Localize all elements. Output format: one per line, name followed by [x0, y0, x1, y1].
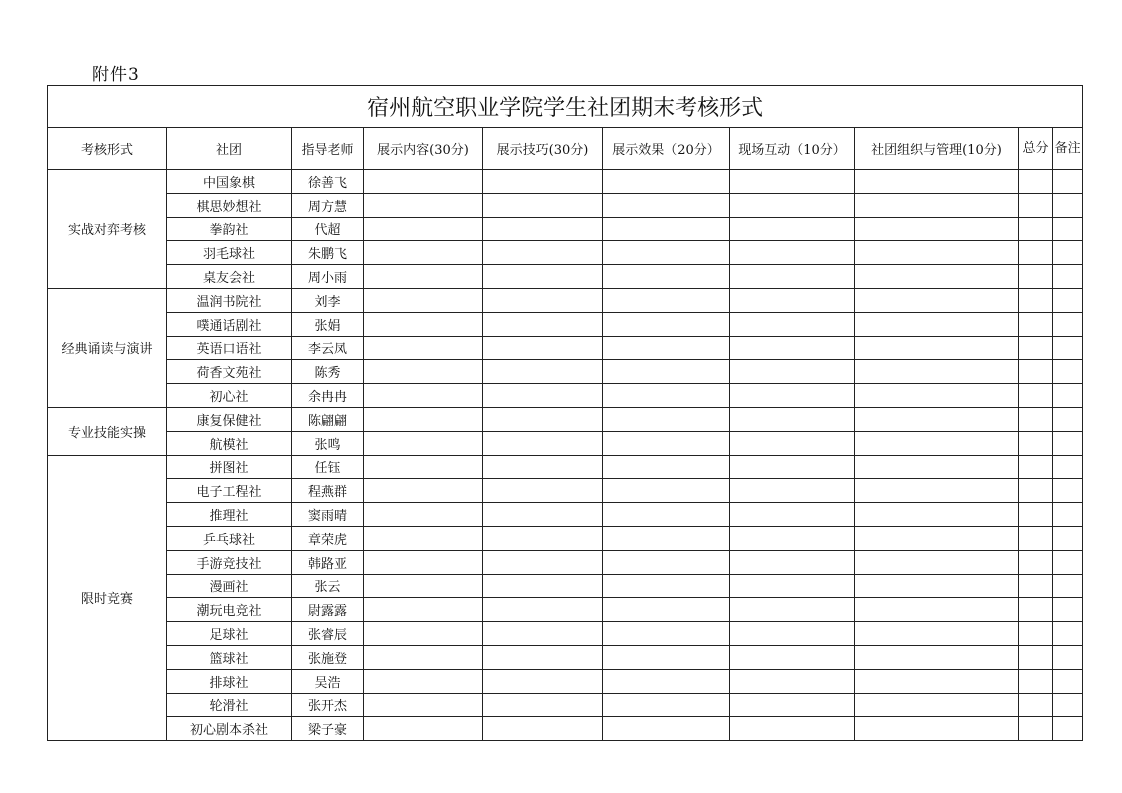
- advisor-cell: 章荣虎: [292, 526, 364, 550]
- remarks-cell[interactable]: [1053, 407, 1083, 431]
- effect-score-cell[interactable]: [603, 479, 730, 503]
- remarks-cell[interactable]: [1053, 431, 1083, 455]
- advisor-cell: 张开杰: [292, 693, 364, 717]
- header-content: 展示内容(30分): [364, 128, 483, 170]
- content-score-cell[interactable]: [364, 241, 483, 265]
- remarks-cell[interactable]: [1053, 455, 1083, 479]
- management-score-cell[interactable]: [855, 622, 1019, 646]
- management-score-cell[interactable]: [855, 312, 1019, 336]
- effect-score-cell[interactable]: [603, 550, 730, 574]
- management-score-cell[interactable]: [855, 550, 1019, 574]
- interaction-score-cell[interactable]: [730, 193, 855, 217]
- table-row: [48, 669, 1083, 693]
- assessment-table: [47, 85, 1083, 741]
- remarks-cell[interactable]: [1053, 503, 1083, 527]
- interaction-score-cell[interactable]: [730, 693, 855, 717]
- advisor-cell: 吴浩: [292, 669, 364, 693]
- header-total: 总分: [1019, 128, 1053, 170]
- management-score-cell[interactable]: [855, 193, 1019, 217]
- skill-score-cell[interactable]: [483, 217, 603, 241]
- club-cell: 漫画社: [167, 574, 292, 598]
- table-row: [48, 503, 1083, 527]
- management-score-cell[interactable]: [855, 288, 1019, 312]
- advisor-cell: 程燕群: [292, 479, 364, 503]
- table-row: [48, 717, 1083, 741]
- total-score-cell[interactable]: [1019, 455, 1053, 479]
- club-cell: 航模社: [167, 431, 292, 455]
- header-effect: 展示效果（20分）: [603, 128, 730, 170]
- management-score-cell[interactable]: [855, 479, 1019, 503]
- remarks-cell[interactable]: [1053, 288, 1083, 312]
- interaction-score-cell[interactable]: [730, 265, 855, 289]
- content-score-cell[interactable]: [364, 170, 483, 194]
- remarks-cell[interactable]: [1053, 217, 1083, 241]
- club-cell: 羽毛球社: [167, 241, 292, 265]
- header-form: 考核形式: [48, 128, 167, 170]
- management-score-cell[interactable]: [855, 384, 1019, 408]
- content-score-cell[interactable]: [364, 645, 483, 669]
- remarks-cell[interactable]: [1053, 384, 1083, 408]
- effect-score-cell[interactable]: [603, 717, 730, 741]
- remarks-cell[interactable]: [1053, 170, 1083, 194]
- remarks-cell[interactable]: [1053, 717, 1083, 741]
- management-score-cell[interactable]: [855, 455, 1019, 479]
- interaction-score-cell[interactable]: [730, 407, 855, 431]
- table-row: [48, 217, 1083, 241]
- skill-score-cell[interactable]: [483, 241, 603, 265]
- club-cell: 康复保健社: [167, 407, 292, 431]
- club-cell: 轮滑社: [167, 693, 292, 717]
- club-cell: 中国象棋: [167, 170, 292, 194]
- skill-score-cell[interactable]: [483, 336, 603, 360]
- table-row: [48, 407, 1083, 431]
- table-row: [48, 384, 1083, 408]
- total-score-cell[interactable]: [1019, 574, 1053, 598]
- club-cell: 棋思妙想社: [167, 193, 292, 217]
- advisor-cell: 刘李: [292, 288, 364, 312]
- header-remarks: 备注: [1053, 128, 1083, 170]
- club-cell: 初心剧本杀社: [167, 717, 292, 741]
- club-cell: 电子工程社: [167, 479, 292, 503]
- table-title: 宿州航空职业学院学生社团期末考核形式: [48, 86, 1083, 128]
- table-row: [48, 170, 1083, 194]
- remarks-cell[interactable]: [1053, 622, 1083, 646]
- remarks-cell[interactable]: [1053, 526, 1083, 550]
- interaction-score-cell[interactable]: [730, 241, 855, 265]
- club-cell: 英语口语社: [167, 336, 292, 360]
- total-score-cell[interactable]: [1019, 645, 1053, 669]
- table-row: [48, 360, 1083, 384]
- management-score-cell[interactable]: [855, 265, 1019, 289]
- table-row: [48, 622, 1083, 646]
- remarks-cell[interactable]: [1053, 193, 1083, 217]
- table-row: [48, 455, 1083, 479]
- effect-score-cell[interactable]: [603, 360, 730, 384]
- total-score-cell[interactable]: [1019, 241, 1053, 265]
- skill-score-cell[interactable]: [483, 598, 603, 622]
- remarks-cell[interactable]: [1053, 598, 1083, 622]
- assessment-form-cell: 经典诵读与演讲: [48, 288, 167, 407]
- content-score-cell[interactable]: [364, 622, 483, 646]
- interaction-score-cell[interactable]: [730, 717, 855, 741]
- assessment-form-cell: 限时竞赛: [48, 455, 167, 741]
- skill-score-cell[interactable]: [483, 407, 603, 431]
- remarks-cell[interactable]: [1053, 241, 1083, 265]
- advisor-cell: 余冉冉: [292, 384, 364, 408]
- advisor-cell: 陈秀: [292, 360, 364, 384]
- effect-score-cell[interactable]: [603, 431, 730, 455]
- header-row: [48, 128, 1083, 170]
- advisor-cell: 周方慧: [292, 193, 364, 217]
- total-score-cell[interactable]: [1019, 265, 1053, 289]
- total-score-cell[interactable]: [1019, 550, 1053, 574]
- remarks-cell[interactable]: [1053, 669, 1083, 693]
- table-row: [48, 265, 1083, 289]
- table-row: [48, 598, 1083, 622]
- total-score-cell[interactable]: [1019, 407, 1053, 431]
- skill-score-cell[interactable]: [483, 669, 603, 693]
- content-score-cell[interactable]: [364, 265, 483, 289]
- total-score-cell[interactable]: [1019, 312, 1053, 336]
- management-score-cell[interactable]: [855, 669, 1019, 693]
- club-cell: 拼图社: [167, 455, 292, 479]
- content-score-cell[interactable]: [364, 384, 483, 408]
- interaction-score-cell[interactable]: [730, 550, 855, 574]
- effect-score-cell[interactable]: [603, 384, 730, 408]
- interaction-score-cell[interactable]: [730, 503, 855, 527]
- skill-score-cell[interactable]: [483, 479, 603, 503]
- effect-score-cell[interactable]: [603, 407, 730, 431]
- advisor-cell: 陈翩翩: [292, 407, 364, 431]
- remarks-cell[interactable]: [1053, 265, 1083, 289]
- management-score-cell[interactable]: [855, 431, 1019, 455]
- table-row: [48, 693, 1083, 717]
- table-row: [48, 288, 1083, 312]
- content-score-cell[interactable]: [364, 550, 483, 574]
- advisor-cell: 张施登: [292, 645, 364, 669]
- assessment-form-cell: 实战对弈考核: [48, 170, 167, 289]
- effect-score-cell[interactable]: [603, 288, 730, 312]
- table-row: [48, 193, 1083, 217]
- interaction-score-cell[interactable]: [730, 479, 855, 503]
- table-row: [48, 550, 1083, 574]
- effect-score-cell[interactable]: [603, 503, 730, 527]
- club-cell: 桌友会社: [167, 265, 292, 289]
- table-row: [48, 312, 1083, 336]
- skill-score-cell[interactable]: [483, 550, 603, 574]
- skill-score-cell[interactable]: [483, 384, 603, 408]
- remarks-cell[interactable]: [1053, 550, 1083, 574]
- header-advisor: 指导老师: [292, 128, 364, 170]
- table-body: [48, 170, 1083, 741]
- advisor-cell: 徐善飞: [292, 170, 364, 194]
- total-score-cell[interactable]: [1019, 431, 1053, 455]
- total-score-cell[interactable]: [1019, 526, 1053, 550]
- effect-score-cell[interactable]: [603, 241, 730, 265]
- management-score-cell[interactable]: [855, 360, 1019, 384]
- club-cell: 拳韵社: [167, 217, 292, 241]
- total-score-cell[interactable]: [1019, 693, 1053, 717]
- content-score-cell[interactable]: [364, 717, 483, 741]
- table-row: [48, 241, 1083, 265]
- skill-score-cell[interactable]: [483, 503, 603, 527]
- total-score-cell[interactable]: [1019, 336, 1053, 360]
- header-club: 社团: [167, 128, 292, 170]
- club-cell: 排球社: [167, 669, 292, 693]
- advisor-cell: 任钰: [292, 455, 364, 479]
- skill-score-cell[interactable]: [483, 622, 603, 646]
- total-score-cell[interactable]: [1019, 384, 1053, 408]
- skill-score-cell[interactable]: [483, 360, 603, 384]
- table-row: [48, 645, 1083, 669]
- advisor-cell: 张睿辰: [292, 622, 364, 646]
- management-score-cell[interactable]: [855, 336, 1019, 360]
- content-score-cell[interactable]: [364, 407, 483, 431]
- effect-score-cell[interactable]: [603, 265, 730, 289]
- content-score-cell[interactable]: [364, 479, 483, 503]
- interaction-score-cell[interactable]: [730, 170, 855, 194]
- effect-score-cell[interactable]: [603, 455, 730, 479]
- effect-score-cell[interactable]: [603, 669, 730, 693]
- club-cell: 温润书院社: [167, 288, 292, 312]
- remarks-cell[interactable]: [1053, 360, 1083, 384]
- interaction-score-cell[interactable]: [730, 384, 855, 408]
- interaction-score-cell[interactable]: [730, 574, 855, 598]
- skill-score-cell[interactable]: [483, 645, 603, 669]
- management-score-cell[interactable]: [855, 241, 1019, 265]
- advisor-cell: 张云: [292, 574, 364, 598]
- content-score-cell[interactable]: [364, 693, 483, 717]
- total-score-cell[interactable]: [1019, 622, 1053, 646]
- effect-score-cell[interactable]: [603, 693, 730, 717]
- management-score-cell[interactable]: [855, 717, 1019, 741]
- management-score-cell[interactable]: [855, 598, 1019, 622]
- club-cell: 足球社: [167, 622, 292, 646]
- effect-score-cell[interactable]: [603, 598, 730, 622]
- advisor-cell: 李云凤: [292, 336, 364, 360]
- remarks-cell[interactable]: [1053, 574, 1083, 598]
- club-cell: 荷香文苑社: [167, 360, 292, 384]
- advisor-cell: 尉露露: [292, 598, 364, 622]
- header-management: 社团组织与管理(10分): [855, 128, 1019, 170]
- skill-score-cell[interactable]: [483, 717, 603, 741]
- interaction-score-cell[interactable]: [730, 431, 855, 455]
- club-cell: 噗通话剧社: [167, 312, 292, 336]
- content-score-cell[interactable]: [364, 431, 483, 455]
- table-row: [48, 526, 1083, 550]
- content-score-cell[interactable]: [364, 574, 483, 598]
- skill-score-cell[interactable]: [483, 170, 603, 194]
- club-cell: 推理社: [167, 503, 292, 527]
- advisor-cell: 张鸣: [292, 431, 364, 455]
- assessment-form-cell: 专业技能实操: [48, 407, 167, 455]
- content-score-cell[interactable]: [364, 288, 483, 312]
- skill-score-cell[interactable]: [483, 526, 603, 550]
- management-score-cell[interactable]: [855, 407, 1019, 431]
- advisor-cell: 朱鹏飞: [292, 241, 364, 265]
- skill-score-cell[interactable]: [483, 193, 603, 217]
- content-score-cell[interactable]: [364, 669, 483, 693]
- interaction-score-cell[interactable]: [730, 455, 855, 479]
- remarks-cell[interactable]: [1053, 645, 1083, 669]
- table-row: [48, 336, 1083, 360]
- advisor-cell: 周小雨: [292, 265, 364, 289]
- attachment-label: 附件3: [92, 65, 140, 85]
- content-score-cell[interactable]: [364, 360, 483, 384]
- interaction-score-cell[interactable]: [730, 526, 855, 550]
- skill-score-cell[interactable]: [483, 693, 603, 717]
- total-score-cell[interactable]: [1019, 193, 1053, 217]
- header-interaction: 现场互动（10分）: [730, 128, 855, 170]
- skill-score-cell[interactable]: [483, 431, 603, 455]
- effect-score-cell[interactable]: [603, 193, 730, 217]
- skill-score-cell[interactable]: [483, 265, 603, 289]
- advisor-cell: 代超: [292, 217, 364, 241]
- remarks-cell[interactable]: [1053, 336, 1083, 360]
- table-row: [48, 574, 1083, 598]
- content-score-cell[interactable]: [364, 193, 483, 217]
- content-score-cell[interactable]: [364, 598, 483, 622]
- effect-score-cell[interactable]: [603, 336, 730, 360]
- table-row: [48, 479, 1083, 503]
- club-cell: 乒乓球社: [167, 526, 292, 550]
- total-score-cell[interactable]: [1019, 669, 1053, 693]
- advisor-cell: 梁子豪: [292, 717, 364, 741]
- title-row: [48, 86, 1083, 128]
- management-score-cell[interactable]: [855, 645, 1019, 669]
- skill-score-cell[interactable]: [483, 288, 603, 312]
- interaction-score-cell[interactable]: [730, 288, 855, 312]
- remarks-cell[interactable]: [1053, 693, 1083, 717]
- club-cell: 手游竞技社: [167, 550, 292, 574]
- remarks-cell[interactable]: [1053, 312, 1083, 336]
- table-row: [48, 431, 1083, 455]
- effect-score-cell[interactable]: [603, 526, 730, 550]
- total-score-cell[interactable]: [1019, 170, 1053, 194]
- effect-score-cell[interactable]: [603, 645, 730, 669]
- management-score-cell[interactable]: [855, 574, 1019, 598]
- management-score-cell[interactable]: [855, 170, 1019, 194]
- interaction-score-cell[interactable]: [730, 598, 855, 622]
- skill-score-cell[interactable]: [483, 312, 603, 336]
- content-score-cell[interactable]: [364, 503, 483, 527]
- total-score-cell[interactable]: [1019, 360, 1053, 384]
- management-score-cell[interactable]: [855, 693, 1019, 717]
- effect-score-cell[interactable]: [603, 312, 730, 336]
- content-score-cell[interactable]: [364, 336, 483, 360]
- total-score-cell[interactable]: [1019, 217, 1053, 241]
- club-cell: 篮球社: [167, 645, 292, 669]
- management-score-cell[interactable]: [855, 503, 1019, 527]
- interaction-score-cell[interactable]: [730, 669, 855, 693]
- total-score-cell[interactable]: [1019, 288, 1053, 312]
- remarks-cell[interactable]: [1053, 479, 1083, 503]
- header-skill: 展示技巧(30分): [483, 128, 603, 170]
- management-score-cell[interactable]: [855, 526, 1019, 550]
- skill-score-cell[interactable]: [483, 574, 603, 598]
- total-score-cell[interactable]: [1019, 503, 1053, 527]
- advisor-cell: 窦雨晴: [292, 503, 364, 527]
- interaction-score-cell[interactable]: [730, 645, 855, 669]
- total-score-cell[interactable]: [1019, 717, 1053, 741]
- effect-score-cell[interactable]: [603, 217, 730, 241]
- content-score-cell[interactable]: [364, 526, 483, 550]
- interaction-score-cell[interactable]: [730, 217, 855, 241]
- effect-score-cell[interactable]: [603, 170, 730, 194]
- content-score-cell[interactable]: [364, 312, 483, 336]
- club-cell: 潮玩电竞社: [167, 598, 292, 622]
- interaction-score-cell[interactable]: [730, 622, 855, 646]
- total-score-cell[interactable]: [1019, 598, 1053, 622]
- skill-score-cell[interactable]: [483, 455, 603, 479]
- advisor-cell: 韩路亚: [292, 550, 364, 574]
- interaction-score-cell[interactable]: [730, 312, 855, 336]
- effect-score-cell[interactable]: [603, 622, 730, 646]
- interaction-score-cell[interactable]: [730, 360, 855, 384]
- interaction-score-cell[interactable]: [730, 336, 855, 360]
- total-score-cell[interactable]: [1019, 479, 1053, 503]
- club-cell: 初心社: [167, 384, 292, 408]
- advisor-cell: 张娟: [292, 312, 364, 336]
- management-score-cell[interactable]: [855, 217, 1019, 241]
- effect-score-cell[interactable]: [603, 574, 730, 598]
- content-score-cell[interactable]: [364, 217, 483, 241]
- content-score-cell[interactable]: [364, 455, 483, 479]
